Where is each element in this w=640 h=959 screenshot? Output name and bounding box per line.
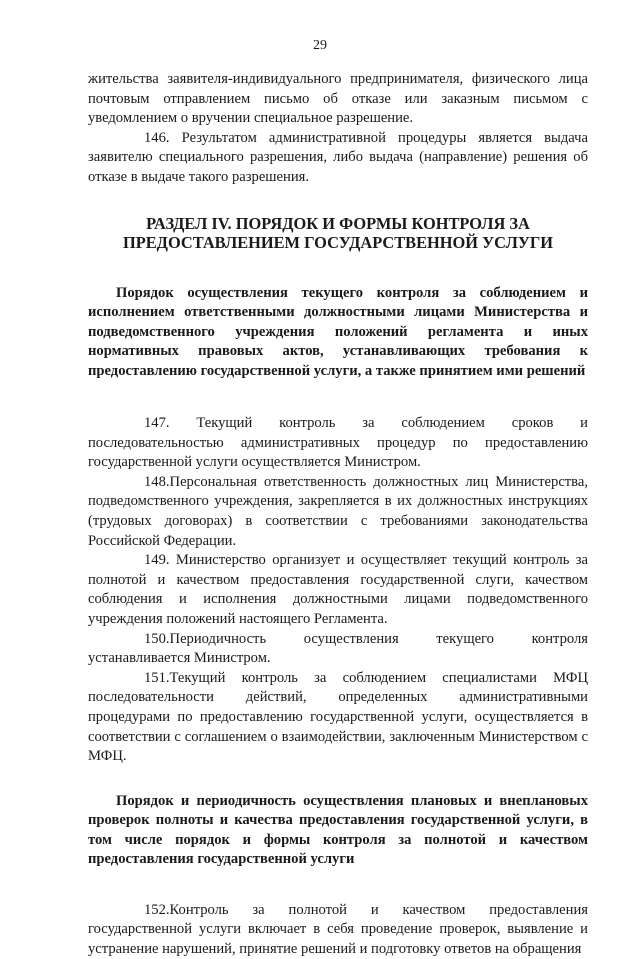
section-title: РАЗДЕЛ IV. ПОРЯДОК И ФОРМЫ КОНТРОЛЯ ЗА ПРЕДОСТАВЛЕНИЕМ ГОСУДАРСТВЕННОЙ УСЛУГИ <box>122 213 554 253</box>
page-number: 29 <box>313 38 327 53</box>
document-body <box>88 70 588 959</box>
paragraph-151: 151.Текущий контроль за соблюдением специалистами МФЦ последовательности действий, определенных административными процедурами по предоставлению государственной услуги, осуществляется в соответствии с соглашением о взаимодействии, заключенным Министерством с МФЦ. <box>88 669 588 765</box>
spacer <box>88 381 588 414</box>
paragraph-150: 150.Периодичность осуществления текущего контроля устанавливается Министром. <box>88 630 588 667</box>
paragraph-152-wrapper <box>88 901 588 959</box>
paragraph-147: 147. Текущий контроль за соблюдением сроков и последовательностью административных процедур по предоставлению государственной услуги осуществляется Министром. <box>88 415 588 471</box>
subheading-current-control: Порядок осуществления текущего контроля за соблюдением и исполнением ответственными должностными лицами Министерства и подведомственного учреждения положений регламента и иных нормативных правовых актов, устанавливающих требования к предоставлению государственной услуги, а также принятием ими решений <box>88 284 588 379</box>
paragraph-146: 146. Результатом административной процедуры является выдача заявителю специального разрешения, либо выдача (направление) решения об отказе в выдаче такого разрешения. <box>88 129 588 185</box>
paragraph-152: 152.Контроль за полнотой и качеством предоставления государственной услуги включает в себя проведение проверок, выявление и устранение нарушений, принятие решений и подготовку ответов на обращения <box>88 901 588 957</box>
spacer <box>88 870 588 901</box>
paragraph-continuation: жительства заявителя-индивидуального предпринимателя, физического лица почтовым отправлением письмо об отказе или заказным письмом с уведомлением о вручении специальное разрешение. <box>88 71 588 127</box>
subheading-inspections: Порядок и периодичность осуществления плановых и внеплановых проверок полноты и качества предоставления государственной услуги, в том числе порядок и формы контроля за полнотой и качеством предоставления государственной услуги <box>88 792 588 868</box>
paragraph-149: 149. Министерство организует и осуществляет текущий контроль за полнотой и качеством предоставления государственной слуги, качеством соблюдения и исполнения должностными лицами подведомственного учреждения положений настоящего Регламента. <box>88 552 588 627</box>
paragraph-148: 148.Персональная ответственность должностных лиц Министерства, подведомственного учреждения, закрепляется в их должностных инструкциях (трудовых договорах) в соответствии с требованиями законодательства Российской Федерации. <box>88 473 588 549</box>
